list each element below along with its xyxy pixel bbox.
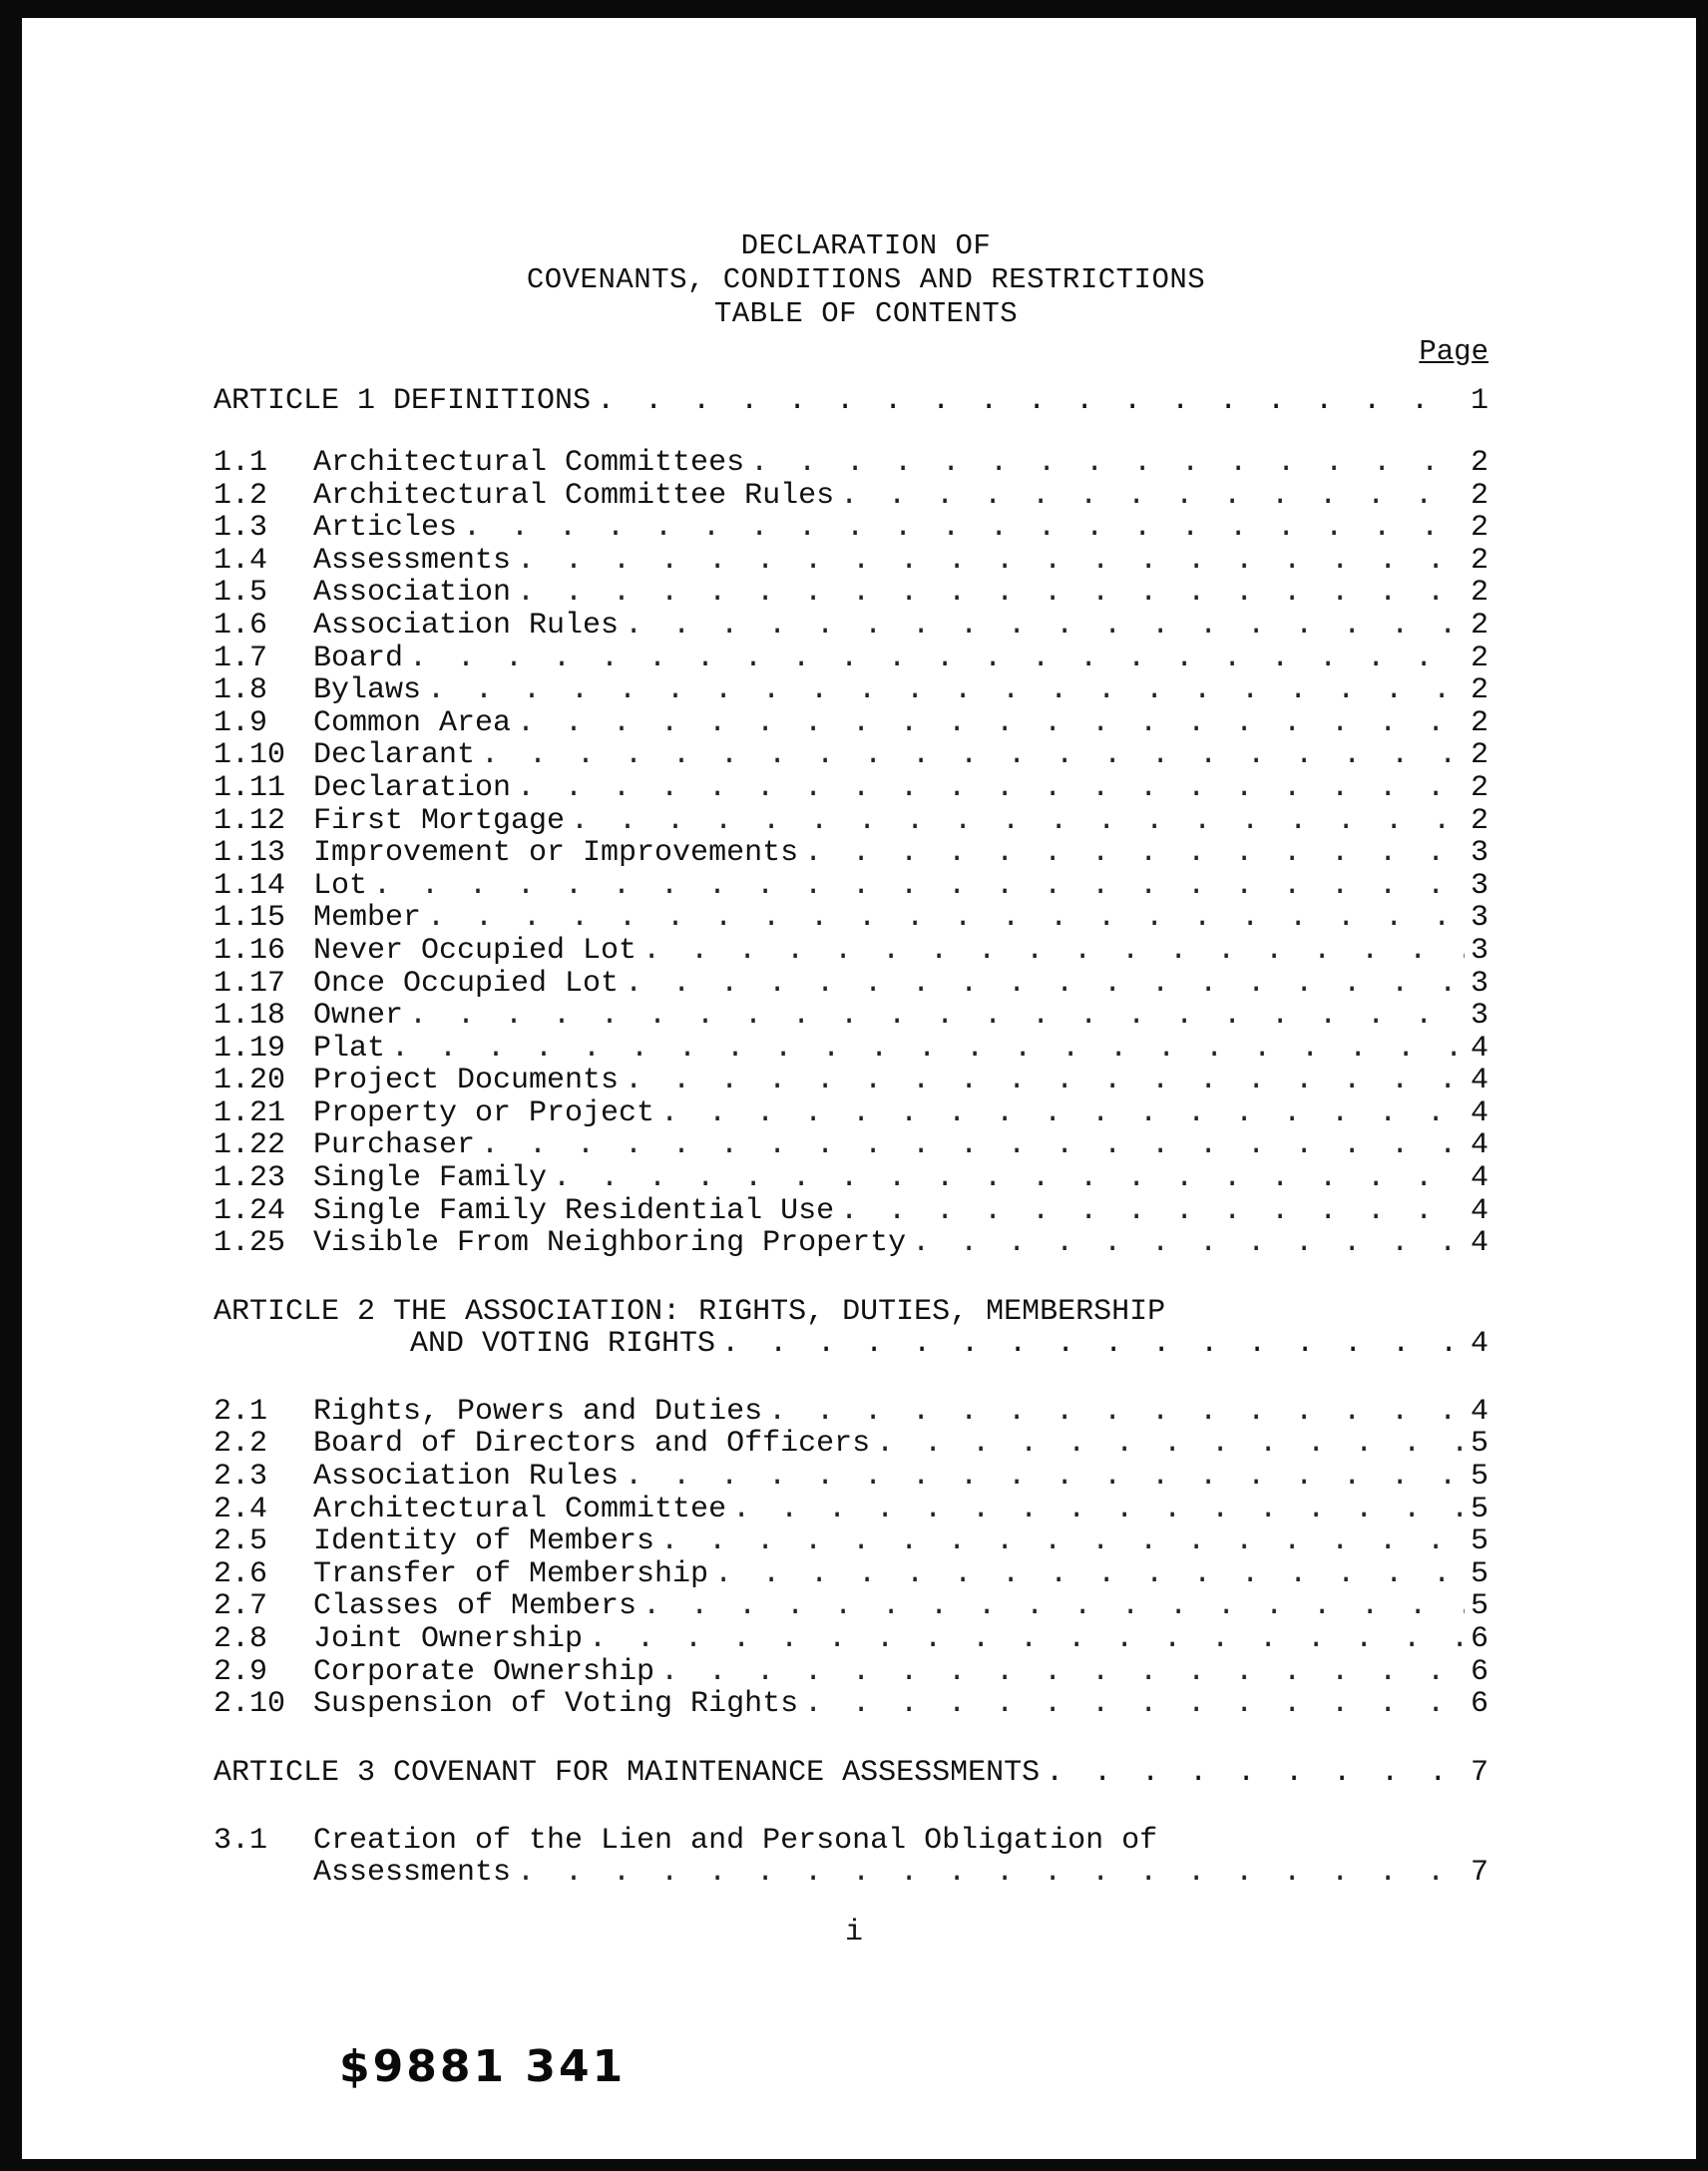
dot-leader [385, 1033, 1465, 1066]
section-title: Transfer of Membership [313, 1556, 709, 1591]
section-title: Joint Ownership [313, 1622, 584, 1656]
section-page: 2 [1470, 803, 1489, 838]
section-number: 1.2 [214, 478, 268, 513]
section-number: 1.6 [214, 608, 268, 643]
section-title: Declarant [313, 738, 476, 773]
document-heading [214, 229, 1489, 331]
section-page: 2 [1470, 543, 1489, 578]
dot-leader [511, 545, 1465, 578]
section-number: 2.7 [214, 1589, 268, 1624]
dot-leader [547, 1162, 1465, 1195]
article-1-heading [214, 385, 1489, 417]
toc-row [214, 1461, 1489, 1494]
section-title: Plat [313, 1031, 386, 1066]
section-title: Visible From Neighboring Property [313, 1226, 907, 1261]
section-title: Owner [313, 999, 404, 1034]
dot-leader [619, 1461, 1465, 1494]
article-3-heading [214, 1757, 1489, 1789]
section-3-1 [214, 1825, 1489, 1890]
section-title: Identity of Members [313, 1524, 655, 1559]
section-title-line-1: Creation of the Lien and Personal Obligation of [313, 1823, 1158, 1858]
document-page [214, 229, 1489, 1890]
dot-leader [591, 385, 1465, 417]
scan-border-right [1696, 0, 1708, 2171]
section-number: 2.5 [214, 1524, 268, 1559]
section-page: 5 [1470, 1427, 1489, 1462]
section-page: 2 [1470, 738, 1489, 773]
article-page: 4 [1470, 1326, 1489, 1361]
toc-row [214, 1195, 1489, 1228]
toc-row [214, 1097, 1489, 1130]
toc-row [214, 610, 1489, 643]
dot-leader [475, 1129, 1465, 1162]
section-page: 3 [1470, 868, 1489, 903]
toc-row [214, 1428, 1489, 1461]
section-page: 3 [1470, 966, 1489, 1001]
toc-row [214, 1525, 1489, 1558]
section-page: 4 [1470, 1193, 1489, 1228]
toc-row [214, 707, 1489, 740]
section-number: 2.1 [214, 1394, 268, 1429]
section-number: 2.9 [214, 1654, 268, 1689]
section-page: 2 [1470, 576, 1489, 611]
section-title: Never Occupied Lot [313, 933, 638, 968]
dot-leader [619, 1065, 1465, 1097]
section-page: 4 [1470, 1064, 1489, 1098]
dot-leader [511, 707, 1465, 740]
section-title: Declaration [313, 770, 512, 805]
dot-leader [870, 1428, 1465, 1461]
scan-border-left [0, 0, 22, 2171]
section-number: 1.4 [214, 543, 268, 578]
toc-row [214, 1494, 1489, 1526]
section-number: 3.1 [214, 1823, 268, 1858]
section-title: Single Family [313, 1161, 548, 1196]
article-2-section-list [214, 1396, 1489, 1721]
section-title: Board [313, 641, 404, 675]
section-title: Architectural Committee Rules [313, 478, 835, 513]
section-title: Association [313, 576, 512, 611]
section-title: Articles [313, 511, 458, 546]
toc-row [214, 447, 1489, 480]
section-number: 1.18 [214, 999, 286, 1034]
scan-border-top [0, 0, 1708, 18]
toc-row [214, 805, 1489, 838]
section-title: First Mortgage [313, 803, 566, 838]
section-number: 2.8 [214, 1622, 268, 1656]
section-title: Bylaws [313, 673, 422, 708]
section-number: 1.23 [214, 1161, 286, 1196]
dot-leader [475, 739, 1465, 772]
toc-row [214, 480, 1489, 513]
section-number: 1.16 [214, 933, 286, 968]
article-title-line-2: AND VOTING RIGHTS [410, 1326, 716, 1361]
dot-leader [583, 1623, 1465, 1656]
section-page: 4 [1470, 1394, 1489, 1429]
section-number: 1.5 [214, 576, 268, 611]
section-number: 1.14 [214, 868, 286, 903]
section-number: 1.1 [214, 446, 268, 480]
section-number: 2.2 [214, 1427, 268, 1462]
section-page: 6 [1470, 1687, 1489, 1722]
section-number: 1.10 [214, 738, 286, 773]
document-stamp-number: $9881 341 [339, 2041, 627, 2092]
page-column-label: Page [1419, 335, 1489, 368]
section-title: Association Rules [313, 1460, 620, 1495]
scan-border-bottom [0, 2159, 1708, 2171]
section-page: 4 [1470, 1031, 1489, 1066]
section-title: Rights, Powers and Duties [313, 1394, 763, 1429]
section-page: 5 [1470, 1589, 1489, 1624]
section-page: 6 [1470, 1622, 1489, 1656]
section-page: 2 [1470, 608, 1489, 643]
toc-row [214, 1129, 1489, 1162]
toc-row [214, 643, 1489, 675]
toc-row [214, 1000, 1489, 1033]
toc-row [214, 870, 1489, 903]
section-number: 1.11 [214, 770, 286, 805]
dot-leader [798, 837, 1465, 870]
section-title: Member [313, 901, 422, 936]
section-page: 3 [1470, 836, 1489, 871]
toc-row [214, 1623, 1489, 1656]
toc-row [214, 968, 1489, 1001]
section-title: Board of Directors and Officers [313, 1427, 871, 1462]
section-title: Architectural Committees [313, 446, 745, 480]
toc-row [214, 1396, 1489, 1429]
toc-row [214, 545, 1489, 578]
section-page: 2 [1470, 641, 1489, 675]
dot-leader [715, 1328, 1465, 1360]
heading-line-1: DECLARATION OF [740, 229, 992, 262]
dot-leader [403, 1000, 1465, 1033]
dot-leader [798, 1688, 1465, 1721]
section-page: 3 [1470, 933, 1489, 968]
section-number: 1.21 [214, 1095, 286, 1130]
heading-line-3: TABLE OF CONTENTS [713, 297, 1019, 330]
dot-leader [619, 968, 1465, 1001]
section-number: 1.8 [214, 673, 268, 708]
section-title: Improvement or Improvements [313, 836, 799, 871]
toc-row [214, 1688, 1489, 1721]
footer-page-number: i [844, 1916, 863, 1950]
toc-row [214, 935, 1489, 968]
section-page: 2 [1470, 705, 1489, 740]
article-page: 7 [1470, 1755, 1489, 1790]
dot-leader [834, 1195, 1465, 1228]
section-number: 1.24 [214, 1193, 286, 1228]
dot-leader [619, 610, 1465, 643]
section-title: Lot [313, 868, 368, 903]
section-number: 1.3 [214, 511, 268, 546]
section-number: 2.10 [214, 1687, 286, 1722]
section-page: 2 [1470, 446, 1489, 480]
section-page: 3 [1470, 999, 1489, 1034]
section-page: 2 [1470, 511, 1489, 546]
dot-leader [457, 512, 1465, 545]
section-page: 2 [1470, 673, 1489, 708]
section-title: Purchaser [313, 1128, 476, 1163]
section-title: Common Area [313, 705, 512, 740]
toc-row [214, 739, 1489, 772]
dot-leader [367, 870, 1465, 903]
dot-leader [654, 1656, 1465, 1689]
toc-row [214, 902, 1489, 935]
dot-leader [762, 1396, 1465, 1429]
section-title: Project Documents [313, 1064, 620, 1098]
section-title: Assessments [313, 543, 512, 578]
section-number: 1.17 [214, 966, 286, 1001]
dot-leader [834, 480, 1465, 513]
toc-row [214, 1162, 1489, 1195]
toc-row [214, 1065, 1489, 1097]
dot-leader [511, 577, 1465, 610]
dot-leader [511, 1857, 1465, 1890]
toc-row [214, 1033, 1489, 1066]
section-number: 1.15 [214, 901, 286, 936]
article-title-line-1: ARTICLE 2 THE ASSOCIATION: RIGHTS, DUTIES, MEMBERSHIP [214, 1294, 1166, 1329]
dot-leader [744, 447, 1465, 480]
section-page: 4 [1470, 1161, 1489, 1196]
section-page: 6 [1470, 1654, 1489, 1689]
section-number: 2.3 [214, 1460, 268, 1495]
section-page: 3 [1470, 901, 1489, 936]
dot-leader [403, 643, 1465, 675]
section-number: 1.9 [214, 705, 268, 740]
dot-leader [637, 1590, 1465, 1623]
section-title: Association Rules [313, 608, 620, 643]
section-number: 1.13 [214, 836, 286, 871]
article-2-heading [214, 1296, 1489, 1360]
section-title: Classes of Members [313, 1589, 638, 1624]
section-number: 1.12 [214, 803, 286, 838]
section-page: 5 [1470, 1524, 1489, 1559]
dot-leader [511, 772, 1465, 805]
article-1-section-list [214, 447, 1489, 1260]
toc-row [214, 674, 1489, 707]
section-title-line-2: Assessments [313, 1856, 512, 1891]
section-number: 2.6 [214, 1556, 268, 1591]
dot-leader [565, 805, 1465, 838]
section-page: 2 [1470, 478, 1489, 513]
toc-row [214, 577, 1489, 610]
section-page: 5 [1470, 1460, 1489, 1495]
section-title: Corporate Ownership [313, 1654, 655, 1689]
section-number: 1.20 [214, 1064, 286, 1098]
dot-leader [906, 1227, 1465, 1260]
section-page: 2 [1470, 770, 1489, 805]
section-number: 1.7 [214, 641, 268, 675]
dot-leader [708, 1558, 1465, 1591]
dot-leader [421, 902, 1465, 935]
section-number: 1.25 [214, 1226, 286, 1261]
section-number: 1.22 [214, 1128, 286, 1163]
dot-leader [726, 1494, 1465, 1526]
toc-row [214, 512, 1489, 545]
section-number: 2.4 [214, 1492, 268, 1526]
toc-row [214, 1590, 1489, 1623]
section-title: Architectural Committee [313, 1492, 727, 1526]
article-page: 1 [1470, 384, 1489, 418]
article-title: ARTICLE 1 DEFINITIONS [214, 384, 592, 418]
toc-row [214, 1656, 1489, 1689]
section-page: 5 [1470, 1556, 1489, 1591]
toc-row [214, 772, 1489, 805]
section-page: 5 [1470, 1492, 1489, 1526]
heading-line-2: COVENANTS, CONDITIONS AND RESTRICTIONS [526, 263, 1206, 296]
toc-row [214, 837, 1489, 870]
section-title: Property or Project [313, 1095, 655, 1130]
dot-leader [1040, 1757, 1465, 1789]
section-page: 4 [1470, 1128, 1489, 1163]
section-title: Suspension of Voting Rights [313, 1687, 799, 1722]
section-page: 4 [1470, 1095, 1489, 1130]
dot-leader [421, 674, 1465, 707]
article-title: ARTICLE 3 COVENANT FOR MAINTENANCE ASSESSMENTS [214, 1755, 1041, 1790]
section-page: 4 [1470, 1226, 1489, 1261]
section-title: Single Family Residential Use [313, 1193, 835, 1228]
section-title: Once Occupied Lot [313, 966, 620, 1001]
dot-leader [654, 1097, 1465, 1130]
toc-row [214, 1558, 1489, 1591]
section-page: 7 [1470, 1856, 1489, 1891]
section-number: 1.19 [214, 1031, 286, 1066]
dot-leader [637, 935, 1465, 968]
toc-row [214, 1227, 1489, 1260]
dot-leader [654, 1525, 1465, 1558]
